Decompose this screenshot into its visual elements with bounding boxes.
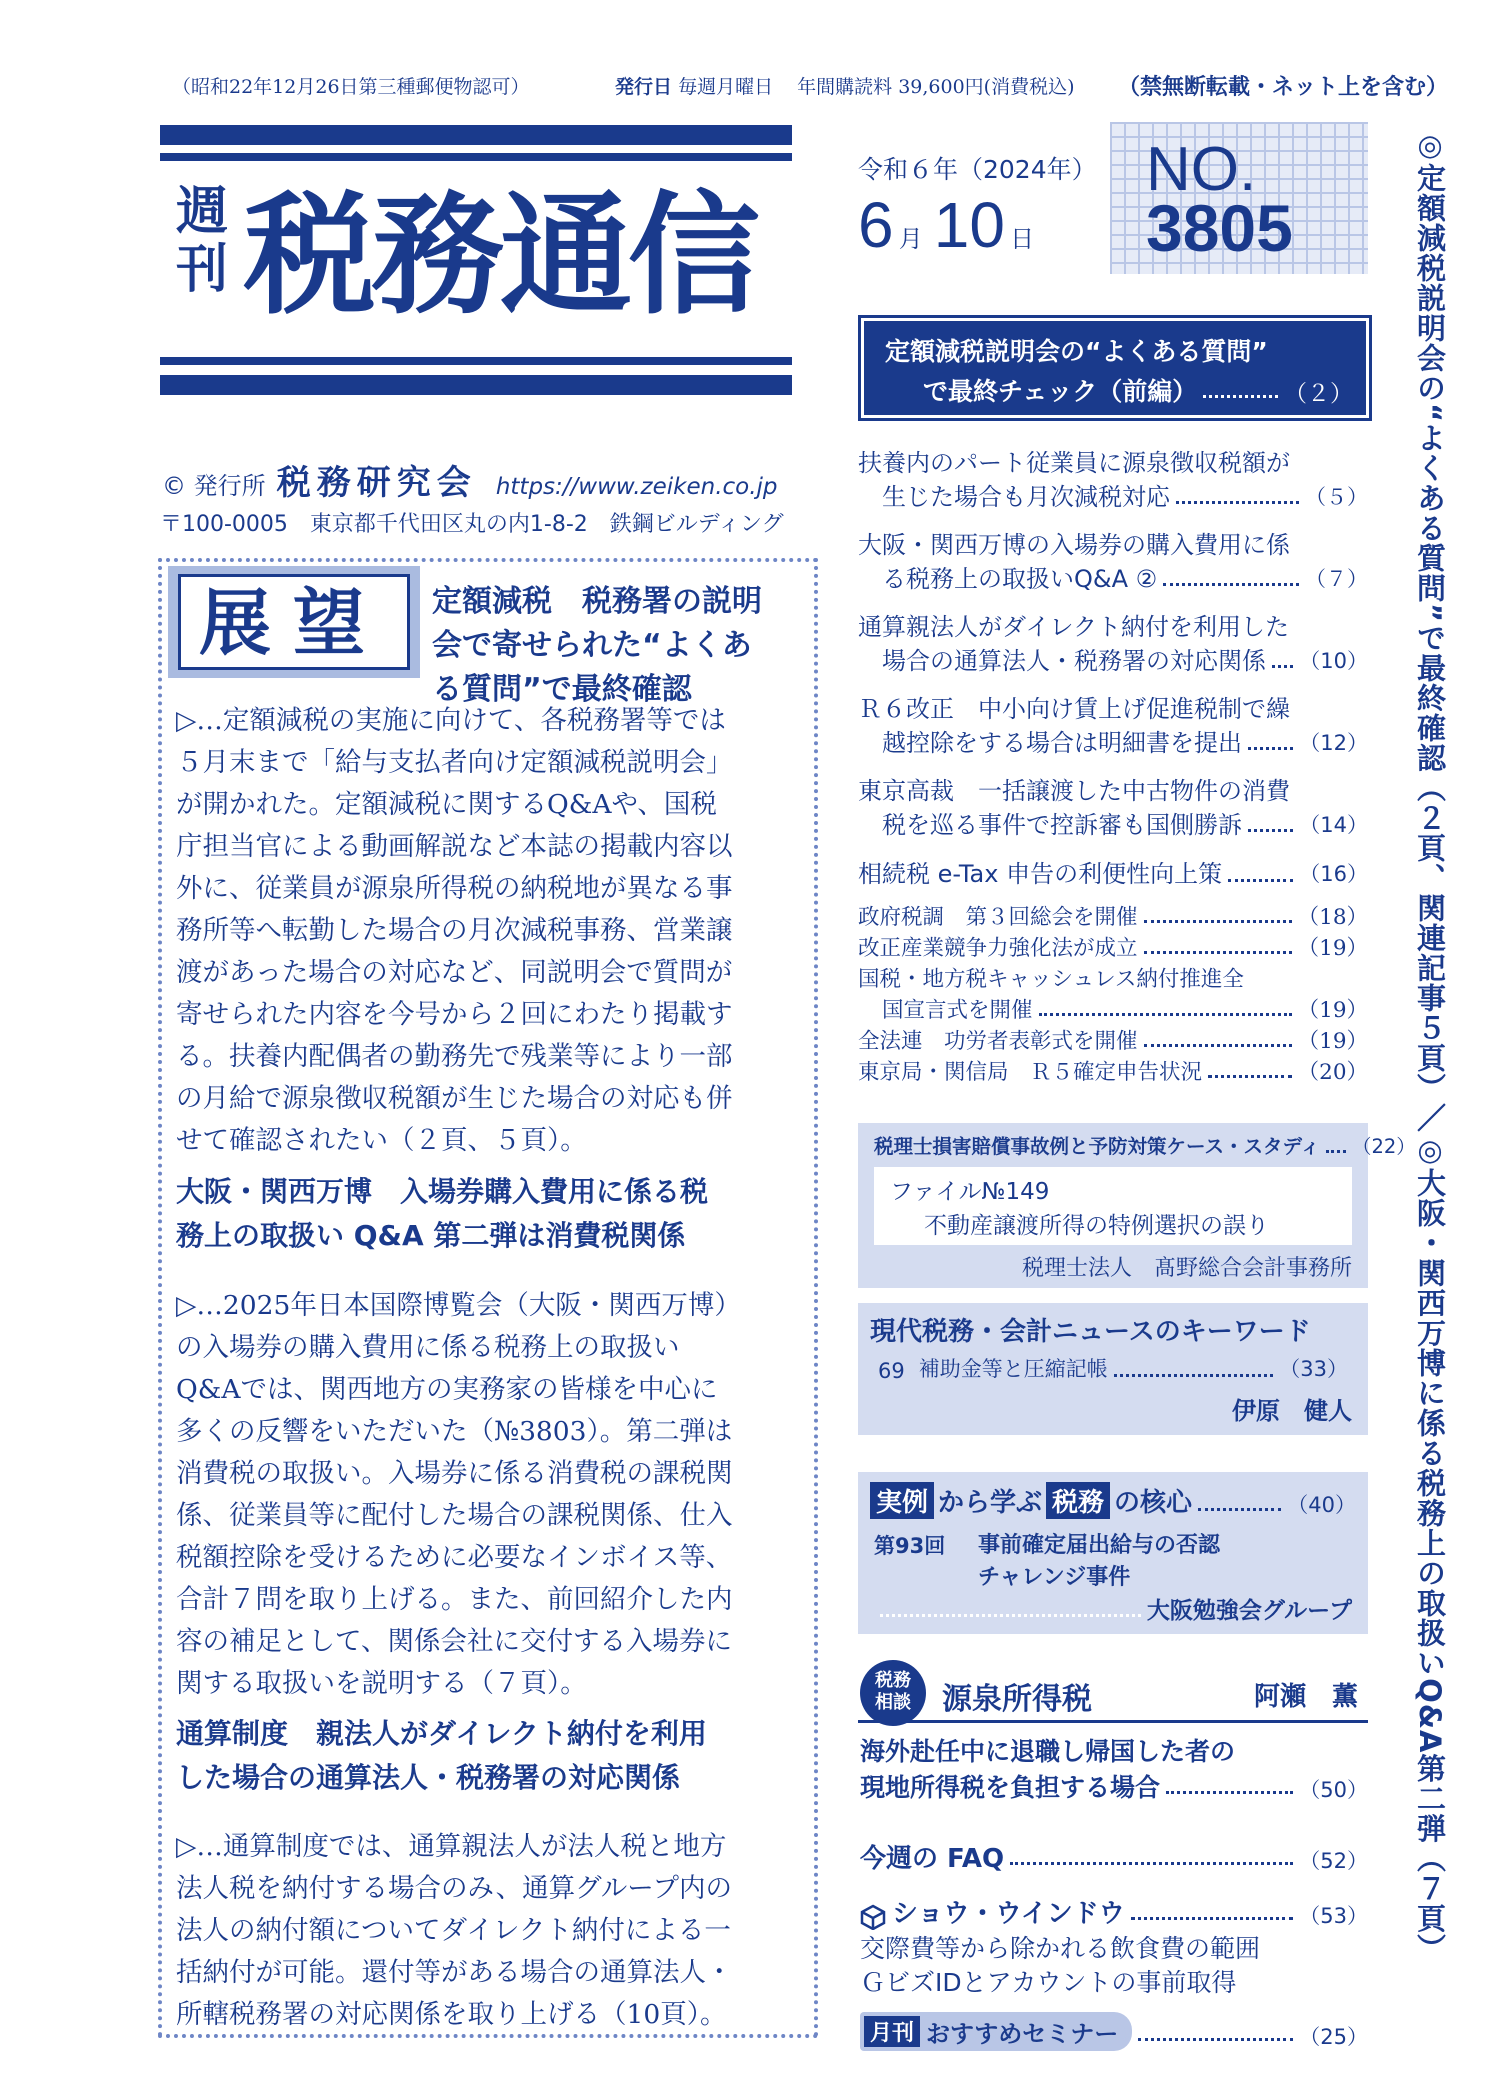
toc-item-etax[interactable] bbox=[858, 856, 1368, 892]
toc-item-line2: る税務上の取扱いQ&A ② bbox=[882, 565, 1158, 593]
issue-number-box bbox=[1110, 122, 1368, 274]
show-window-label: ショウ・ウインドウ bbox=[892, 1899, 1125, 1929]
cube-icon bbox=[860, 1904, 886, 1930]
toc-small-label: 国税・地方税キャッシュレス納付推進全 bbox=[858, 967, 1244, 992]
publish-info bbox=[615, 72, 1075, 99]
case-study-box[interactable] bbox=[858, 1123, 1416, 1288]
toc-small-label: 全法連 功労者表彰式を開催 bbox=[858, 1029, 1138, 1054]
publisher-address: 〒100-0005 東京都千代田区丸の内1-8-2 鉄鋼ビルディング bbox=[160, 512, 784, 537]
feature-page: （２） bbox=[1284, 381, 1353, 407]
body1-line: 庁担当官による動画解説など本誌の掲載内容以 bbox=[176, 831, 733, 862]
feature-box[interactable] bbox=[858, 315, 1372, 421]
jitsurei-tag2: 税務 bbox=[1046, 1482, 1110, 1519]
tenbou-body-3 bbox=[176, 1826, 733, 2036]
faq-item[interactable] bbox=[860, 1838, 1368, 1875]
soudan-author: 阿瀬 薫 bbox=[1253, 1682, 1358, 1712]
tenbou-body-2 bbox=[176, 1285, 741, 1705]
publisher-name: 税務研究会 bbox=[276, 463, 477, 503]
soudan-line1: 海外赴任中に退職し帰国した者の bbox=[860, 1737, 1236, 1766]
toc-small-page: （19） bbox=[1297, 998, 1368, 1023]
case-study-file: ファイル№149 bbox=[890, 1179, 1050, 1205]
body1-line: 寄せられた内容を今号から２回にわたり掲載す bbox=[176, 999, 733, 1030]
jitsurei-line1: 事前確定届出給与の否認 bbox=[978, 1533, 1221, 1558]
body2-line: 係、従業員等に配付した場合の課税関係、仕入 bbox=[176, 1500, 733, 1531]
day-value: 10 bbox=[933, 189, 1005, 261]
soudan-line2: 現地所得税を負担する場合 bbox=[860, 1773, 1161, 1802]
body2-line: 合計７問を取り上げる。また、前回紹介した内 bbox=[176, 1584, 733, 1615]
toc-item[interactable] bbox=[858, 692, 1368, 760]
show-window-line2: ＧビズIDとアカウントの事前取得 bbox=[860, 1968, 1237, 1997]
body1-line: が開かれた。定額減税に関するQ&Aや、国税 bbox=[176, 789, 717, 820]
expo-headline-1: 大阪・関西万博 入場券購入費用に係る税 bbox=[176, 1175, 709, 1208]
keyword-number: 69 bbox=[878, 1359, 905, 1383]
toc-item-page: （５） bbox=[1305, 485, 1368, 509]
soudan-badge-1: 税務 bbox=[875, 1670, 911, 1691]
tenbou-headline-3: る質問”で最終確認 bbox=[432, 672, 692, 707]
jitsurei-text2: の核心 bbox=[1114, 1488, 1193, 1518]
jitsurei-box[interactable] bbox=[858, 1472, 1368, 1634]
body1-line: 渡があった場合の対応など、同説明会で質問が bbox=[176, 957, 733, 988]
toc-item-page: （７） bbox=[1305, 567, 1368, 591]
toc-item-line1: Ｒ６改正 中小向け賃上げ促進税制で繰 bbox=[858, 695, 1290, 723]
era-year: 令和６年（2024年） bbox=[858, 155, 1097, 184]
toc-item-page: （12） bbox=[1299, 731, 1368, 755]
faq-label: 今週の FAQ bbox=[860, 1844, 1005, 1874]
case-study-subtitle: 不動産譲渡所得の特例選択の誤り bbox=[924, 1213, 1269, 1239]
no-value: 3805 bbox=[1146, 191, 1293, 265]
publish-value: 毎週月曜日 bbox=[678, 76, 774, 98]
jitsurei-round: 第93回 bbox=[874, 1534, 946, 1558]
body2-line: 容の補足として、関係会社に交付する入場券に bbox=[176, 1626, 732, 1657]
toc-small-page: （20） bbox=[1297, 1060, 1368, 1085]
body1-line: 務所等へ転勤した場合の月次減税事務、営業譲 bbox=[176, 915, 733, 946]
body2-line: Q&Aでは、関西地方の実務家の皆様を中心に bbox=[176, 1374, 718, 1405]
body2-line: 税額控除を受けるために必要なインボイス等、 bbox=[176, 1542, 733, 1573]
soudan-section[interactable] bbox=[858, 1660, 1368, 1820]
reproduction-notice: （禁無断転載・ネット上を含む） bbox=[1118, 75, 1449, 100]
jitsurei-page: （40） bbox=[1287, 1493, 1356, 1517]
case-study-page: （22） bbox=[1351, 1135, 1416, 1158]
tenbou-badge bbox=[168, 566, 420, 678]
soudan-title: 源泉所得税 bbox=[942, 1682, 1092, 1717]
toc-small-label2: 国宣言式を開催 bbox=[882, 998, 1033, 1023]
day-unit: 日 bbox=[1010, 225, 1035, 253]
toc-item-line1: 大阪・関西万博の入場券の購入費用に係 bbox=[858, 531, 1290, 559]
body3-line: 括納付が可能。還付等がある場合の通算法人・ bbox=[176, 1957, 733, 1988]
tenbou-headline bbox=[432, 580, 762, 712]
toc-small-label: 東京局・関信局 Ｒ５確定申告状況 bbox=[858, 1060, 1203, 1085]
toc-item[interactable] bbox=[858, 610, 1368, 678]
toc-small-item[interactable] bbox=[858, 1057, 1368, 1088]
toc-item-line1: 通算親法人がダイレクト納付を利用した bbox=[858, 613, 1290, 641]
body1-line: の月給で源泉徴収税額が生じた場合の対応も併 bbox=[176, 1083, 733, 1114]
issue-date bbox=[858, 150, 1098, 262]
soudan-page: （50） bbox=[1299, 1778, 1368, 1802]
tsusan-headline-1: 通算制度 親法人がダイレクト納付を利用 bbox=[176, 1717, 707, 1750]
show-window[interactable] bbox=[860, 1893, 1368, 2000]
toc-item-page: （14） bbox=[1299, 813, 1368, 837]
toc-item-label: 相続税 e-Tax 申告の利便性向上策 bbox=[858, 860, 1223, 888]
case-study-title: 税理士損害賠償事故例と予防対策ケース・スタディ bbox=[874, 1135, 1320, 1158]
body1-line: る。扶養内配偶者の勤務先で残業等により一部 bbox=[176, 1041, 733, 1072]
tenbou-headline-1: 定額減税 税務署の説明 bbox=[432, 584, 762, 619]
faq-page: （52） bbox=[1299, 1849, 1368, 1873]
toc-small-page: （19） bbox=[1297, 936, 1368, 961]
seminar-pill bbox=[860, 2012, 1132, 2051]
toc-item[interactable] bbox=[858, 774, 1368, 842]
toc-small-item[interactable] bbox=[858, 902, 1368, 933]
body3-line: 法人税を納付する場合のみ、通算グループ内の bbox=[176, 1873, 732, 1904]
toc-item[interactable] bbox=[858, 446, 1368, 514]
jitsurei-line2: チャレンジ事件 bbox=[978, 1565, 1131, 1590]
toc bbox=[858, 446, 1368, 1088]
toc-item-page: （16） bbox=[1299, 862, 1368, 886]
feature-line1: 定額減税説明会の“よくある質問” bbox=[885, 337, 1268, 366]
toc-small-item[interactable] bbox=[858, 1026, 1368, 1057]
toc-item-line1: 扶養内のパート従業員に源泉徴収税額が bbox=[858, 449, 1290, 477]
feature-line2: で最終チェック（前編） bbox=[923, 377, 1198, 406]
keyword-page: （33） bbox=[1279, 1357, 1348, 1381]
logo-small-1: 週 bbox=[176, 182, 229, 242]
body1-line: ▷…定額減税の実施に向けて、各税務署等では bbox=[176, 705, 726, 736]
no-label: NO. bbox=[1146, 135, 1257, 204]
body3-line: 所轄税務署の対応関係を取り上げる（10頁）。 bbox=[176, 1999, 727, 2030]
publish-label: 発行日 bbox=[615, 76, 673, 98]
seminar-tag: 月刊 bbox=[864, 2016, 920, 2047]
expo-headline-2: 務上の取扱い Q&A 第二弾は消費税関係 bbox=[176, 1219, 686, 1252]
show-window-line1: 交際費等から除かれる飲食費の範囲 bbox=[860, 1934, 1261, 1963]
seminar-page: （25） bbox=[1299, 2025, 1368, 2049]
subscription-label: 年間購読料 bbox=[797, 76, 893, 98]
tsusan-headline bbox=[176, 1712, 707, 1800]
toc-small-item[interactable] bbox=[858, 964, 1368, 1026]
month-value: 6 bbox=[858, 189, 894, 261]
soudan-badge bbox=[860, 1660, 926, 1726]
show-window-page: （53） bbox=[1299, 1904, 1368, 1928]
body2-line: 多くの反響をいただいた（№3803）。第二弾は bbox=[176, 1416, 733, 1447]
publisher-prefix: © 発行所 bbox=[162, 472, 266, 500]
toc-item-line2: 税を巡る事件で控訴審も国側勝訴 bbox=[882, 811, 1242, 839]
body1-line: 外に、従業員が源泉所得税の納税地が異なる事 bbox=[176, 873, 733, 904]
body1-line: せて確認されたい（２頁、５頁）。 bbox=[176, 1125, 587, 1156]
publisher-line bbox=[162, 455, 778, 504]
toc-small-label: 改正産業競争力強化法が成立 bbox=[858, 936, 1138, 961]
seminar-label: おすすめセミナー bbox=[926, 2020, 1119, 2048]
toc-small-label: 政府税調 第３回総会を開催 bbox=[858, 905, 1138, 930]
masthead-logo bbox=[160, 125, 792, 415]
publisher-url[interactable]: https://www.zeiken.co.jp bbox=[495, 474, 778, 500]
seminar-item[interactable] bbox=[860, 2012, 1368, 2051]
jitsurei-text1: から学ぶ bbox=[938, 1488, 1043, 1518]
tenbou-body-1 bbox=[176, 700, 733, 1162]
body3-line: ▷…通算制度では、通算親法人が法人税と地方 bbox=[176, 1831, 727, 1862]
logo-small-2: 刊 bbox=[176, 240, 229, 300]
jitsurei-tag1: 実例 bbox=[870, 1482, 934, 1519]
toc-item-line2: 越控除をする場合は明細書を提出 bbox=[882, 729, 1242, 757]
tsusan-headline-2: した場合の通算法人・税務署の対応関係 bbox=[176, 1761, 681, 1794]
jitsurei-author: 大阪勉強会グループ bbox=[1146, 1598, 1352, 1624]
body2-line: の入場券の購入費用に係る税務上の取扱い bbox=[176, 1332, 680, 1363]
month-unit: 月 bbox=[898, 225, 923, 253]
toc-small-page: （18） bbox=[1297, 905, 1368, 930]
keyword-box[interactable] bbox=[858, 1303, 1368, 1435]
case-study-author: 税理士法人 髙野総合会計事務所 bbox=[1021, 1256, 1352, 1281]
tenbou-headline-2: 会で寄せられた“よくあ bbox=[432, 628, 752, 663]
postal-permit: （昭和22年12月26日第三種郵便物認可） bbox=[172, 76, 530, 98]
toc-item-line2: 場合の通算法人・税務署の対応関係 bbox=[882, 647, 1266, 675]
toc-item-line1: 東京高裁 一括譲渡した中古物件の消費 bbox=[858, 777, 1290, 805]
subscription-value: 39,600円(消費税込) bbox=[898, 76, 1075, 98]
expo-headline bbox=[176, 1170, 708, 1258]
toc-small-item[interactable] bbox=[858, 933, 1368, 964]
toc-item-page: （10） bbox=[1299, 649, 1368, 673]
logo-main: 税務通信 bbox=[244, 179, 756, 333]
body2-line: 関する取扱いを説明する（７頁）。 bbox=[176, 1668, 587, 1699]
vertical-headline: ◎定額減税説明会の“よくある質問”で最終確認（２頁、関連記事５頁）／◎大阪・関西万博に係る税務上の取扱いQ&A第二弾（７頁） bbox=[1413, 128, 1447, 1964]
body3-line: 法人の納付額についてダイレクト納付による一 bbox=[176, 1915, 731, 1946]
toc-small-page: （19） bbox=[1297, 1029, 1368, 1054]
body1-line: ５月末まで「給与支払者向け定額減税説明会」 bbox=[176, 747, 733, 778]
keyword-item: 補助金等と圧縮記帳 bbox=[918, 1357, 1108, 1381]
body2-line: ▷…2025年日本国際博覧会（大阪・関西万博） bbox=[176, 1290, 741, 1321]
keyword-title: 現代税務・会計ニュースのキーワード bbox=[870, 1317, 1311, 1347]
body2-line: 消費税の取扱い。入場券に係る消費税の課税関 bbox=[176, 1458, 733, 1489]
toc-item[interactable] bbox=[858, 528, 1368, 596]
toc-item-line2: 生じた場合も月次減税対応 bbox=[882, 483, 1170, 511]
keyword-author: 伊原 健人 bbox=[1232, 1397, 1352, 1425]
soudan-badge-2: 相談 bbox=[875, 1692, 911, 1713]
tenbou-badge-text: 展望 bbox=[199, 581, 388, 665]
